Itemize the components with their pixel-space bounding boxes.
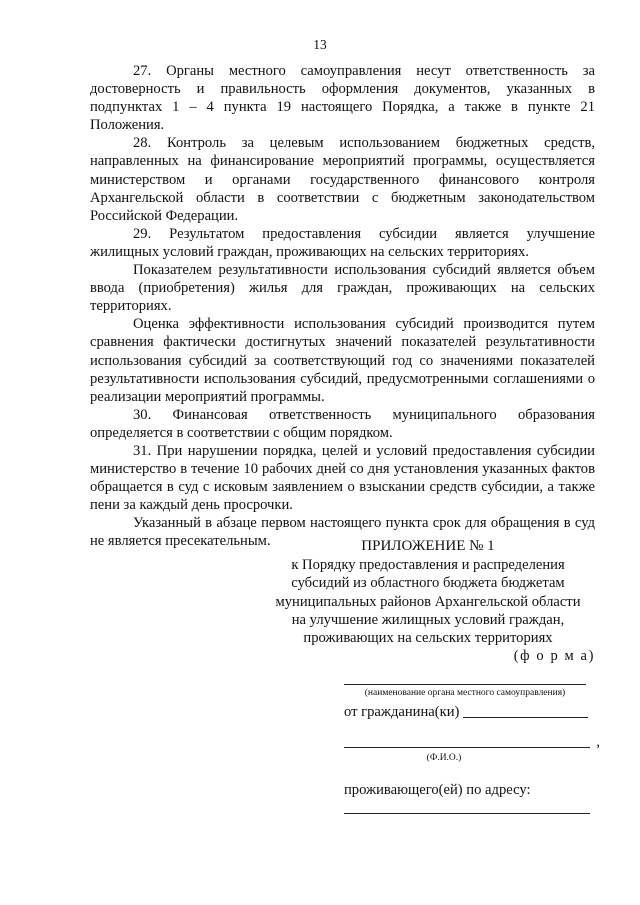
body-text <box>90 62 595 551</box>
fio-line <box>344 747 590 748</box>
fio-row <box>344 734 600 751</box>
paragraph-31: 31. При нарушении порядка, целей и условий предоставления субсидии министерство в течение 10 рабочих дней со дня установления указанных фактов обращается в суд с исковым заявлением о взыскании средств субсидии, а также пени за каждый день просрочки. <box>90 442 595 514</box>
authority-name-caption: (наименование органа местного самоуправления) <box>364 688 566 698</box>
appendix-title: ПРИЛОЖЕНИЕ № 1 <box>361 538 495 554</box>
paragraph-deadline-note: Указанный в абзаце первом настоящего пункта срок для обращения в суд не является пресекательным. <box>90 515 595 550</box>
paragraph-28: 28. Контроль за целевым использованием бюджетных средств, направленных на финансирование мероприятий программы, осуществляется министерством и органами государственного финансового контроля Архангельской области в соответствии с бюджетным законодательством Российской Федерации. <box>90 135 595 224</box>
appendix-line: проживающих на сельских территориях <box>303 630 553 647</box>
address-line <box>344 813 590 814</box>
from-citizen-label: от гражданина(ки) <box>344 704 460 720</box>
form-label: (ф о р м а) <box>513 648 595 664</box>
appendix-line: на улучшение жилищных условий граждан, <box>291 611 565 628</box>
citizen-row <box>344 704 588 721</box>
paragraph-efficiency-assessment: Оценка эффективности использования субсидий производится путем сравнения фактически достигнутых значений показателей результативности использования субсидий за соответствующий год со значениями показателей результативности использования субсидий, предусмотренными соглашениями о реализации мероприятий программы. <box>90 316 595 405</box>
appendix-line: к Порядку предоставления и распределения <box>291 557 565 574</box>
paragraph-27: 27. Органы местного самоуправления несут ответственность за достоверность и правильность оформления документов, указанных в подпунктах 1 – 4 пункта 19 настоящего Порядка, а также в пункте 21 Положения. <box>90 63 595 134</box>
application-form <box>344 684 600 814</box>
paragraph-29: 29. Результатом предоставления субсидии является улучшение жилищных условий граждан, проживающих на сельских территориях. <box>90 225 595 260</box>
authority-name-line <box>344 684 586 685</box>
appendix-line: субсидий из областного бюджета бюджетам <box>291 575 565 592</box>
citizen-name-line <box>463 717 588 718</box>
residing-label: проживающего(ей) по адресу: <box>344 782 531 798</box>
appendix-header <box>258 537 598 647</box>
fio-caption: (Ф.И.О.) <box>426 753 462 763</box>
paragraph-performance-indicator: Показателем результативности использования субсидий является объем ввода (приобретения) жилья для граждан, проживающих на сельских территориях. <box>90 262 595 315</box>
appendix-line: муниципальных районов Архангельской области <box>275 593 581 610</box>
paragraph-30: 30. Финансовая ответственность муниципального образования определяется в соответствии с общим порядком. <box>90 406 595 441</box>
fio-comma: , <box>596 734 600 750</box>
page-number: 13 <box>313 37 327 52</box>
